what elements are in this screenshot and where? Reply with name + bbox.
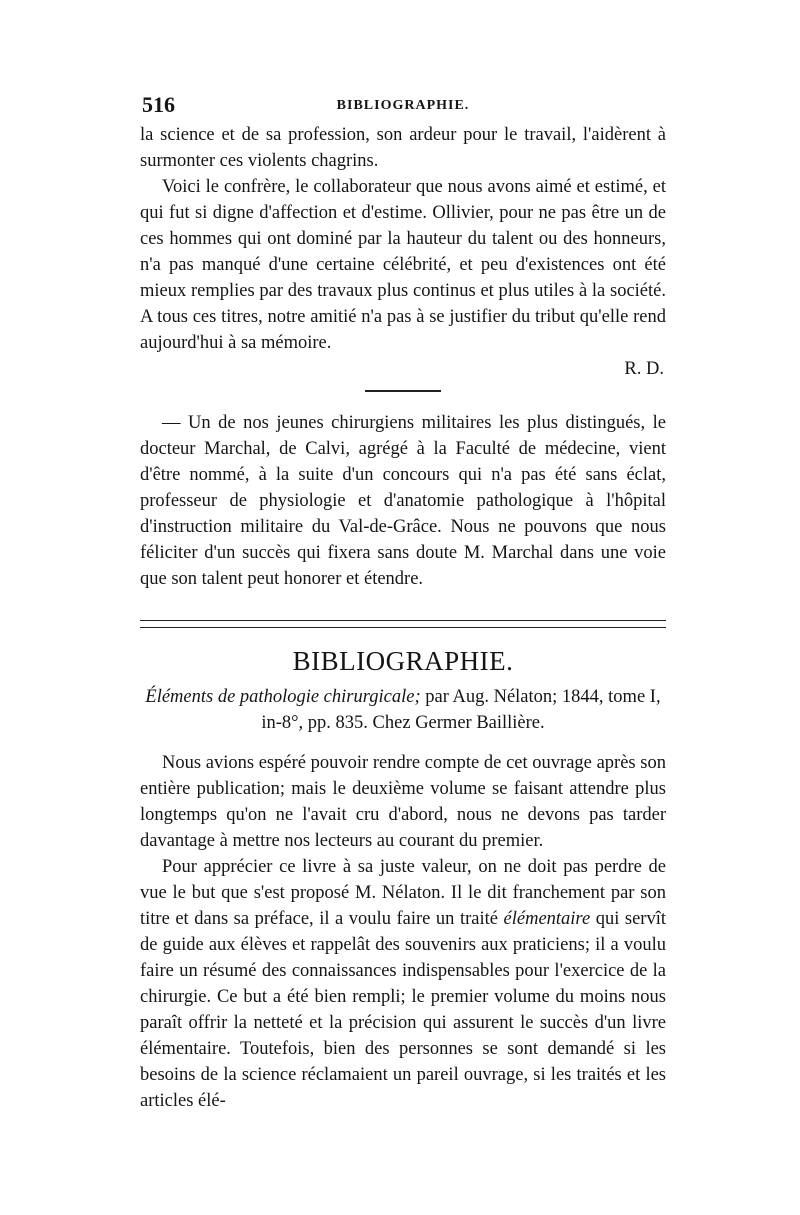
review-paragraph-1: Nous avions espéré pouvoir rendre compte de cet ouvrage après son entière publication; mais le deuxième volume se faisant attendre plus longtemps qu'on ne l'avait cru d'abord, nous ne devons pas tarder davantage à mettre nos lecteurs au courant du premier. xyxy=(140,753,666,851)
review-paragraph-2-end: qui servît de guide aux élèves et rappelât des souvenirs aux praticiens; il a voulu faire un résumé des connaissances indispensables pour l'exercice de la chirurgie. Ce but a été bien rempli; le premier volume du moins nous paraît offrir la netteté et la précision qui assurent le succès d'un livre élémentaire. Toutefois, bien des personnes se sont demandé si les besoins de la science réclamaient un pareil ouvrage, si les traités et les articles élé- xyxy=(140,909,666,1111)
review-italic-term: élémentaire xyxy=(503,909,591,929)
obituary-paragraph-2: Voici le confrère, le collaborateur que nous avons aimé et estimé, et qui fut si digne d'affection et d'estime. Ollivier, pour ne pas être un de ces hommes qui ont dominé par la hauteur du talent ou des honneurs, n'a pas manqué d'une certaine célébrité, et peu d'existences ont été mieux remplies par des travaux plus continus et plus utiles à la société. A tous ces titres, notre amitié n'a pas à se justifier du tribut qu'elle rend aujourd'hui à sa mémoire. xyxy=(140,177,666,353)
running-head xyxy=(140,92,666,122)
obituary-signature: R. D. xyxy=(624,359,664,379)
citation-author-date: par Aug. Nélaton; 1844, tome I, xyxy=(420,687,661,707)
citation-line-1 xyxy=(140,684,666,710)
bibliography-section xyxy=(140,644,666,1114)
book-page xyxy=(140,92,666,1114)
review-paragraph-2-start: Pour apprécier ce livre à sa juste valeur, on ne doit pas perdre de vue le but que s'est proposé M. Nélaton. Il le dit franchement par son titre et dans sa préface, il a voulu faire un traité xyxy=(140,857,666,929)
news-section xyxy=(140,410,666,592)
review-paragraph-2 xyxy=(140,854,666,1114)
news-paragraph: — Un de nos jeunes chirurgiens militaires les plus distingués, le docteur Marchal, de Calvi, agrégé à la Faculté de médecine, vient d'être nommé, à la suite d'un concours qui n'a pas été sans éclat, professeur de physiologie et d'anatomie pathologique à l'hôpital d'instruction militaire du Val-de-Grâce. Nous ne pouvons que nous féliciter d'un succès qui fixera sans doute M. Marchal dans une voie que son talent peut honorer et étendre. xyxy=(140,413,666,589)
page-number: 516 xyxy=(142,92,175,117)
obituary-paragraph-1: la science et de sa profession, son ardeur pour le travail, l'aidèrent à surmonter ces violents chagrins. xyxy=(140,125,666,171)
book-citation xyxy=(140,684,666,736)
citation-book-title: Éléments de pathologie chirurgicale; xyxy=(145,687,421,707)
section-title: BIBLIOGRAPHIE. xyxy=(292,646,514,676)
double-divider xyxy=(140,620,666,628)
running-title: BIBLIOGRAPHIE. xyxy=(336,98,470,113)
obituary-section xyxy=(140,122,666,382)
citation-line-2: in-8°, pp. 835. Chez Germer Baillière. xyxy=(261,713,545,733)
short-divider xyxy=(365,390,441,392)
